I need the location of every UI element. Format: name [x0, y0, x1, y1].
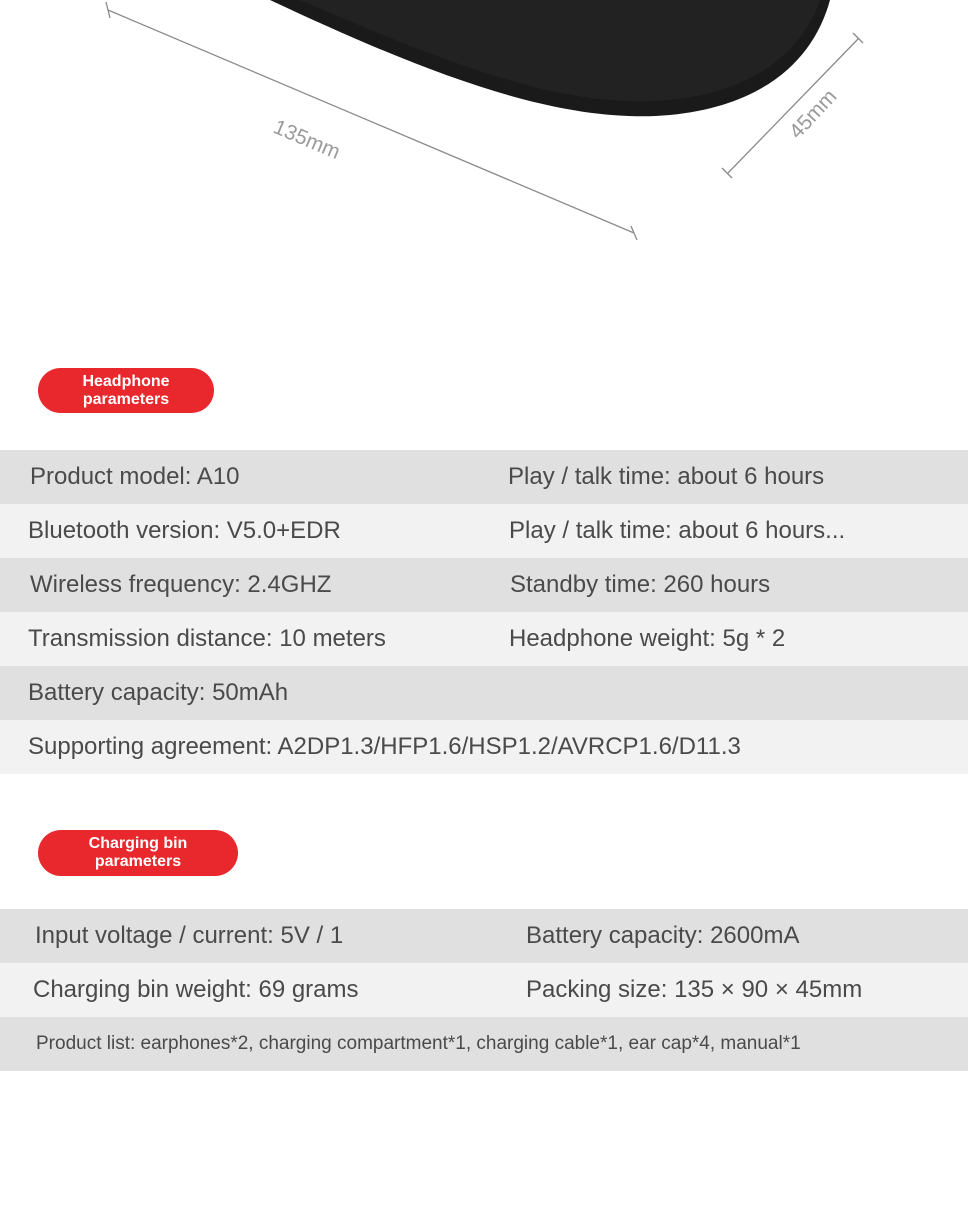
spec-left: Supporting agreement: A2DP1.3/HFP1.6/HSP1.2/AVRCP1.6/D11.3: [28, 733, 741, 760]
spec-right: Headphone weight: 5g * 2: [509, 625, 786, 652]
headphone-badge-line1: Headphone: [82, 372, 170, 390]
headphone-badge-line2: parameters: [82, 390, 170, 408]
spec-left: Product list: earphones*2, charging compartment*1, charging cable*1, ear cap*4, manual*1: [36, 1033, 801, 1054]
spec-row: [0, 612, 968, 666]
spec-row: [0, 450, 968, 504]
spec-row: [0, 504, 968, 558]
spec-row: [0, 1017, 968, 1071]
spec-right: Battery capacity: 2600mA: [526, 922, 800, 949]
height-label: 45mm: [784, 85, 842, 144]
spec-row: [0, 720, 968, 774]
charging-bin-parameters-badge: [38, 830, 238, 876]
length-label: 135mm: [270, 115, 344, 164]
spec-right: Standby time: 260 hours: [510, 571, 771, 598]
headphone-spec-table: [0, 450, 968, 774]
spec-row: [0, 666, 968, 720]
spec-left: Transmission distance: 10 meters: [28, 625, 386, 652]
charging-case-illustration: [0, 0, 968, 300]
charging-badge-line1: Charging bin: [88, 835, 188, 852]
spec-left: Bluetooth version: V5.0+EDR: [28, 517, 341, 544]
spec-row: [0, 909, 968, 963]
spec-right: Play / talk time: about 6 hours: [508, 463, 825, 490]
spec-left: Battery capacity: 50mAh: [28, 679, 289, 706]
spec-left: Wireless frequency: 2.4GHZ: [30, 571, 332, 598]
spec-left: Product model: A10: [30, 463, 240, 490]
charging-badge-line2: parameters: [94, 853, 182, 870]
charging-bin-spec-table: [0, 909, 968, 1071]
spec-left: Charging bin weight: 69 grams: [33, 976, 359, 1003]
headphone-parameters-badge: [38, 368, 214, 413]
spec-left: Input voltage / current: 5V / 1: [35, 922, 344, 949]
spec-right: Packing size: 135 × 90 × 45mm: [526, 976, 863, 1003]
spec-row: [0, 963, 968, 1017]
spec-right: Play / talk time: about 6 hours...: [509, 517, 846, 544]
spec-row: [0, 558, 968, 612]
